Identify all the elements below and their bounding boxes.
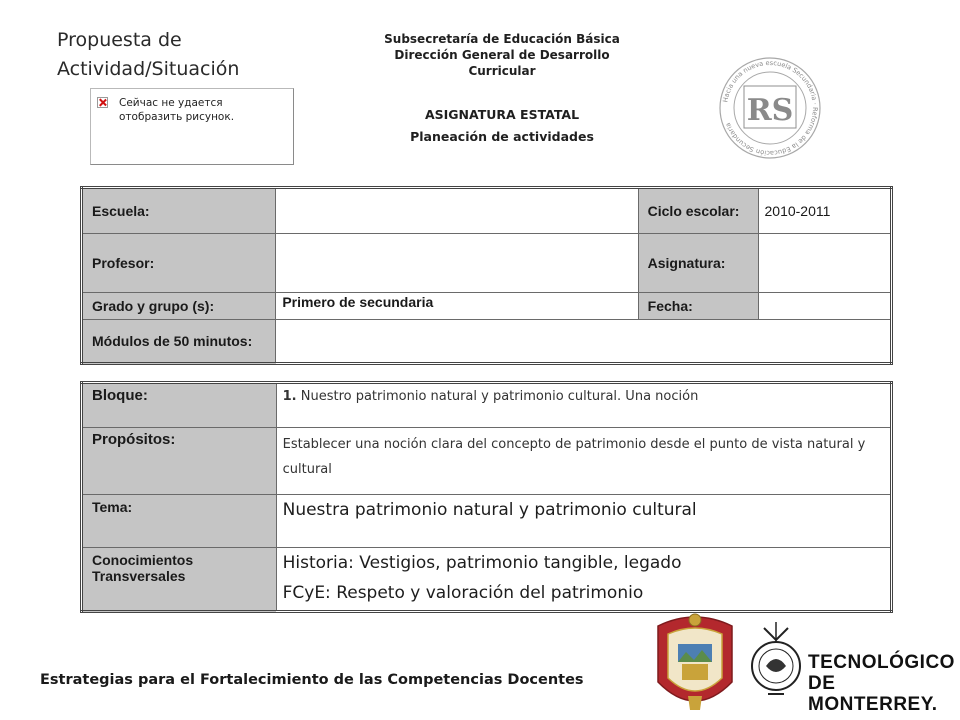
activity-detail-table bbox=[80, 381, 893, 613]
org-line-2: Dirección General de Desarrollo bbox=[394, 48, 610, 62]
tema-value[interactable]: Nuestra patrimonio natural y patrimonio cultural bbox=[276, 495, 891, 548]
broken-image-placeholder bbox=[90, 88, 294, 165]
modulos-label: Módulos de 50 minutos: bbox=[82, 320, 276, 364]
footer-text: Estrategias para el Fortalecimiento de las Competencias Docentes bbox=[40, 672, 584, 688]
escuela-label: Escuela: bbox=[82, 188, 276, 234]
subject-title: ASIGNATURA ESTATAL bbox=[424, 107, 580, 122]
table-row bbox=[82, 320, 892, 364]
tec-de-monterrey-wordmark bbox=[808, 652, 960, 715]
asignatura-label: Asignatura: bbox=[638, 234, 758, 293]
seal-letters: RS bbox=[746, 93, 794, 128]
tec-name-line-1: TECNOLÓGICO bbox=[808, 652, 955, 673]
document-title-line1: Propuesta de bbox=[57, 29, 182, 51]
tec-de-monterrey-crest bbox=[746, 618, 806, 704]
grado-grupo-value[interactable]: Primero de secundaria bbox=[276, 293, 638, 320]
table-row bbox=[82, 293, 892, 320]
profesor-value[interactable] bbox=[276, 234, 638, 293]
ciclo-escolar-value[interactable]: 2010-2011 bbox=[758, 188, 892, 234]
reforma-secundaria-seal bbox=[714, 52, 826, 164]
conocimientos-line-1: Historia: Vestigios, patrimonio tangible, legado bbox=[282, 553, 682, 573]
org-line-1: Subsecretaría de Educación Básica bbox=[384, 32, 620, 46]
subject-header bbox=[352, 104, 652, 148]
tec-name-line-2: DE MONTERREY. bbox=[808, 673, 938, 715]
fecha-value[interactable] bbox=[758, 293, 892, 320]
bloque-value[interactable] bbox=[276, 383, 891, 428]
org-line-3: Curricular bbox=[468, 64, 536, 78]
table-row bbox=[82, 188, 892, 234]
conocimientos-label: Conocimientos Transversales bbox=[82, 548, 277, 612]
bloque-label: Bloque: bbox=[82, 383, 277, 428]
estado-de-mexico-emblem bbox=[650, 612, 740, 716]
document-title bbox=[57, 26, 239, 84]
table-row bbox=[82, 383, 892, 428]
broken-image-message: Сейчас не удается отобразить рисунок. bbox=[119, 97, 235, 123]
table-row bbox=[82, 234, 892, 293]
broken-image-icon bbox=[97, 97, 108, 108]
asignatura-value[interactable] bbox=[758, 234, 892, 293]
document-title-line2: Actividad/Situación bbox=[57, 58, 240, 80]
seal-ring-text: Hacia una nueva escuela Secundaria · Reforma de la Educación Secundaria bbox=[721, 58, 820, 158]
propositos-label: Propósitos: bbox=[82, 428, 277, 495]
tema-label: Tema: bbox=[82, 495, 277, 548]
school-info-table bbox=[80, 186, 893, 365]
bloque-text: Nuestro patrimonio natural y patrimonio cultural. Una noción bbox=[300, 389, 699, 404]
fecha-label: Fecha: bbox=[638, 293, 758, 320]
grado-grupo-label: Grado y grupo (s): bbox=[82, 293, 276, 320]
conocimientos-line-2: FCyE: Respeto y valoración del patrimonio bbox=[282, 583, 644, 603]
profesor-label: Profesor: bbox=[82, 234, 276, 293]
section-title: Planeación de actividades bbox=[410, 129, 594, 144]
organization-header bbox=[352, 31, 652, 79]
conocimientos-value[interactable] bbox=[276, 548, 891, 612]
escuela-value[interactable] bbox=[276, 188, 638, 234]
ciclo-escolar-label: Ciclo escolar: bbox=[638, 188, 758, 234]
propositos-value[interactable]: Establecer una noción clara del concepto de patrimonio desde el punto de vista natural y cultural bbox=[276, 428, 891, 495]
table-row bbox=[82, 548, 892, 612]
table-row bbox=[82, 495, 892, 548]
modulos-value[interactable] bbox=[276, 320, 892, 364]
bloque-number: 1. bbox=[282, 389, 297, 404]
table-row bbox=[82, 428, 892, 495]
